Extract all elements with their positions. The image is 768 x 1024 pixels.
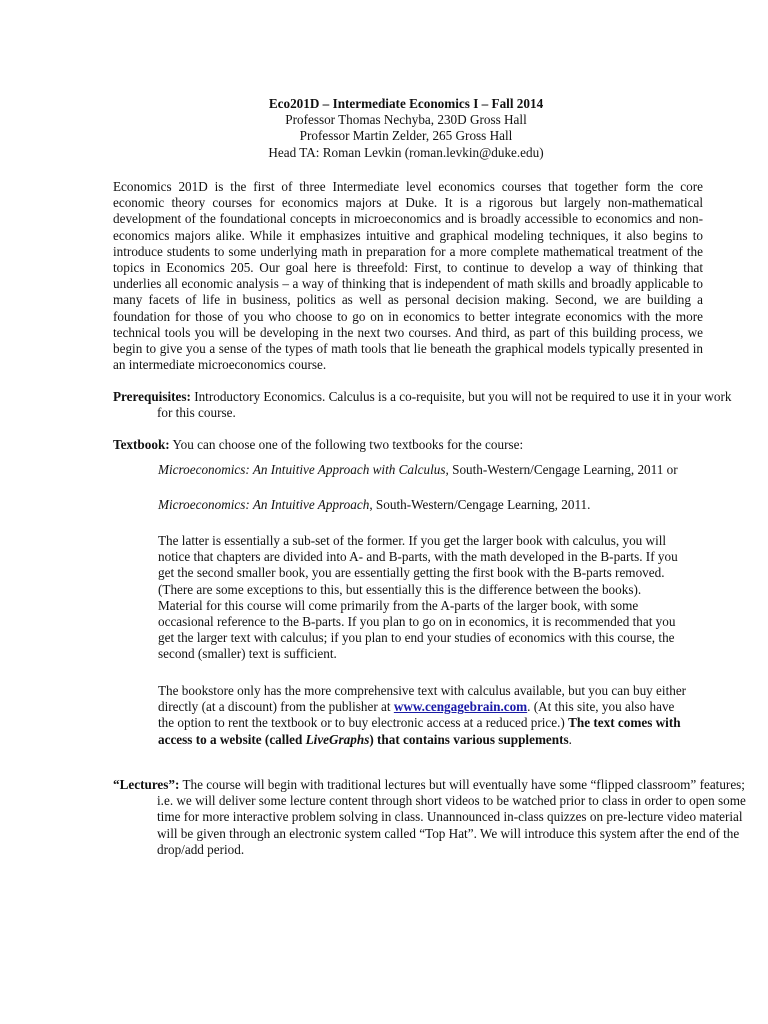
book-publisher: , South-Western/Cengage Learning, 2011. [369, 497, 591, 512]
livegraphs-note-2: ) that contains various supplements [369, 731, 569, 747]
textbook-option [158, 497, 712, 513]
prerequisites-label: Prerequisites: [113, 389, 191, 404]
bookstore-paragraph [158, 683, 688, 748]
book-title: Microeconomics: An Intuitive Approach with Calculus, [158, 462, 449, 477]
head-ta: Head TA: Roman Levkin (roman.levkin@duke.edu) [268, 144, 544, 160]
lectures-section [113, 777, 747, 858]
bookstore-text-2: . (At this site, you also have the option to rent the textbook or to buy electronic access at a reduced price.) [158, 699, 675, 731]
professor-1: Professor Thomas Nechyba, 230D Gross Hall [285, 112, 527, 128]
textbook-label: Textbook: [113, 437, 170, 452]
bookstore-end: . [568, 731, 572, 747]
professor-2: Professor Martin Zelder, 265 Gross Hall [299, 128, 513, 144]
book-publisher: South-Western/Cengage Learning, 2011 or [448, 462, 678, 477]
lectures-text: The course will begin with traditional lectures but will eventually have some “flipped classroom” features; i.e. we will deliver some lecture content through short videos to be watched prior to class in order to open some time for more interactive problem solving in class. Unannounced in-class quizzes on pre-lecture video material will be given through an electronic system called “Top Hat”. We will introduce this system after the end of the drop/add period. [157, 777, 746, 857]
bookstore-text-1: The bookstore only has the more comprehensive text with calculus available, but you can buy either directly (at a discount) from the publisher at [158, 683, 687, 715]
intro-paragraph: Economics 201D is the first of three Intermediate level economics courses that together form the core economic theory courses for economics majors at Duke. It is a rigorous but largely non-mathematical development of the foundational concepts in microeconomics and is broadly accessible to economics and non-economics majors alike. While it emphasizes intuitive and graphical modeling techniques, it also begins to introduce students to some underlying math in preparation for a more complete mathematical treatment of the topics in Economics 205. Our goal here is threefold: First, to continue to develop a way of thinking that underlies all economic analysis – a way of thinking that is independent of math skills and broadly applicable to many facets of life in business, politics as well as personal decision making. Second, we are building a foundation for those of you who choose to go on in economics to better integrate economics with the more technical tools you will be developing in the next two courses. And third, as part of this building process, we begin to give you a sense of the types of math tools that lie beneath the graphical models typically presented in an intermediate microeconomics course. [113, 179, 703, 373]
textbook-comparison-paragraph: The latter is essentially a sub-set of the former. If you get the larger book with calculus, you will notice that chapters are divided into A- and B-parts, with the math developed in the B-parts. If you get the second smaller book, you are essentially getting the first book with the B-parts removed. (There are some exceptions to this, but essentially this is the difference between the books). Material for this course will come primarily from the A-parts of the larger book, with some occasional reference to the B-parts. If you plan to go on in economics, it is recommended that you get the larger text with calculus; if you plan to end your studies of economics with this course, the second (smaller) text is sufficient. [158, 533, 678, 662]
publisher-link[interactable]: www.cengagebrain.com [393, 699, 528, 715]
prerequisites-text: Introductory Economics. Calculus is a co-requisite, but you will not be required to use it in your work for this course. [157, 389, 732, 421]
course-header [0, 96, 768, 161]
textbook-section [113, 437, 703, 453]
textbook-option [158, 462, 712, 478]
livegraphs-note-1: The text comes with access to a website (called [158, 715, 681, 747]
livegraphs-name: LiveGraphs [305, 731, 370, 747]
book-title: Microeconomics: An Intuitive Approach [158, 497, 370, 512]
textbook-intro: You can choose one of the following two textbooks for the course: [169, 437, 524, 452]
course-title: Eco201D – Intermediate Economics I – Fall 2014 [268, 96, 544, 111]
prerequisites-section [113, 389, 737, 421]
lectures-label: “Lectures”: [113, 777, 180, 792]
